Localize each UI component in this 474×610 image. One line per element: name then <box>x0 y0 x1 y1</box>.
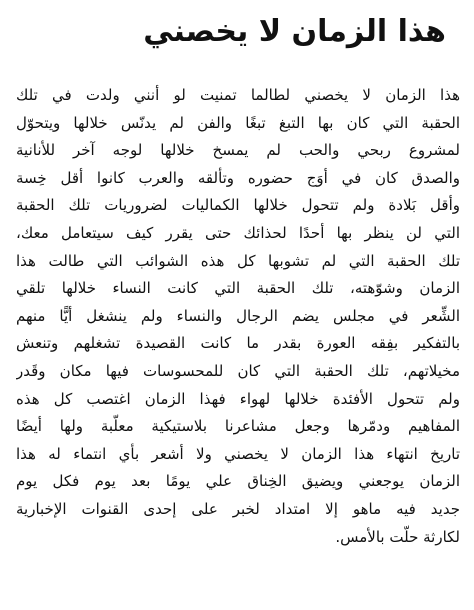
article-line: ولم تتحول الأفئدة خلالها لهواء فهذا الزمان اغتصب كل هذه <box>16 389 460 408</box>
article-line: لمشروع ربحي والحب لم يمسخ خلالها لوجه آخر للأنانية <box>16 141 460 160</box>
article-line: وأقل بَلادة ولم تتحول خلالها الكماليات لضروريات تلك الحقبة <box>16 196 460 215</box>
article-title: هذا الزمان لا يخصني <box>143 14 446 49</box>
article-line: الزمان وشوّهته، تلك الحقبة التي كانت النساء خلالها تلقي <box>16 279 460 298</box>
article-line: الشِّعر في مجلس يضم الرجال والنساء ولم ينشغل أيًّا منهم <box>16 306 460 325</box>
article-line: تلك الحقبة التي لم تشوبها كل هذه الشوائب التي طالت هذا <box>16 251 460 270</box>
article-body <box>16 82 460 551</box>
article-line: الزمان يوجعني ويضيق الخِناق علي يومًا بعد يوم فكل يوم <box>16 472 460 491</box>
article-line: هذا الزمان لا يخصني لطالما تمنيت لو أنني ولدت في تلك <box>16 86 460 104</box>
article-line: لكارثة حلّت بالأمس. <box>335 527 460 546</box>
article-line: جديد فيه ماهو إلا امتداد لخبر على إحدى القنوات الإخبارية <box>16 499 460 518</box>
article-line: مخيلاتهم، تلك الحقبة التي كان للمحسوسات فيها مكان وقَدر <box>16 361 460 380</box>
article-line: بالتفكير بفِقه العورة بقدر ما كانت القصيدة تشغلهم وتنعش <box>16 334 460 353</box>
article-line: والصدق كان في أوَج حضوره وتألقه والعرب كانوا أقل خِسة <box>16 168 460 187</box>
article-line: تاريخ انتهاء هذا الزمان لا يخصني ولا أشعر بأي انتماء له هذا <box>16 444 460 463</box>
article-line: الحقبة التي كان بها التبغ تبغًا والفن لم يدنّس خلالها ويتحوّل <box>16 113 460 132</box>
article-line: المفاهيم ودمّرها وجعل مشاعرنا بلاستيكية معلّبة ولها أيضًا <box>16 417 460 436</box>
article-line: التي لن ينظر بها أحدًا لحذائك حتى يقرر كيف سيتعامل معك، <box>16 223 460 242</box>
